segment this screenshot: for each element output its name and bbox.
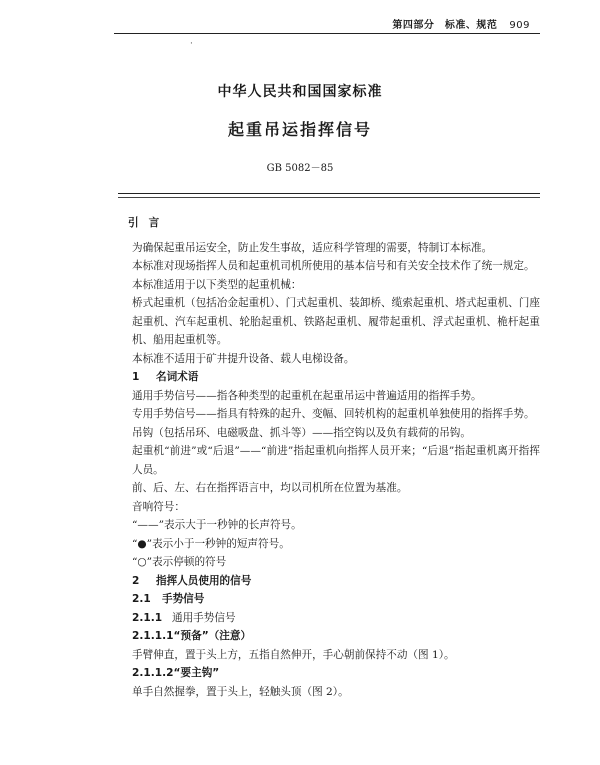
item-2-1-1-2-heading: 2.1.1.2“要主钩”: [132, 667, 220, 679]
term-paragraph: 音响符号：: [132, 500, 185, 513]
title-rule-thin: [118, 197, 540, 198]
subsection-title: 手势信号: [162, 593, 205, 605]
term-paragraph: 前、后、左、右在指挥语言中，均以司机所在位置为基准。: [132, 482, 408, 494]
term-paragraph: 专用手势信号——指具有特殊的起升、变幅、回转机构的起重机单独使用的指挥手势。: [132, 408, 535, 420]
running-title: 第四部分 标准、规范: [392, 20, 498, 31]
section-number: 2: [132, 574, 140, 587]
sound-symbol-line: “——”表示大于一秒钟的长声符号。: [132, 519, 302, 531]
subsection-2-1-1-heading: [118, 609, 540, 628]
title-rule-thick: [118, 193, 540, 194]
item-2-1-1-1-heading: 2.1.1.1“预备”（注意）: [132, 630, 252, 642]
standard-name: 中华人民共和国国家标准: [217, 84, 383, 100]
subsection-2-1-heading: [118, 590, 540, 609]
subsection-number: 2.1.1: [132, 611, 163, 624]
sound-symbol-line: “○”表示停顿的符号: [132, 556, 227, 568]
intro-paragraph: 本标准适用于以下类型的起重机械：: [132, 278, 302, 291]
sound-symbol-line: “●”表示小于一秒钟的短声符号。: [132, 537, 290, 550]
section-2-heading: [118, 572, 540, 591]
intro-paragraph: 桥式起重机（包括冶金起重机）、门式起重机、装卸桥、缆索起重机、塔式起重机、门座起重机、汽车起重机、轮胎起重机、铁路起重机、履带起重机、浮式起重机、桅杆起重机、船用起重机等。: [132, 297, 540, 346]
section-number: 1: [132, 371, 140, 383]
section-title: 指挥人员使用的信号: [156, 574, 252, 587]
running-header: [392, 16, 530, 31]
subsection-title: 通用手势信号: [172, 611, 236, 624]
body-content: [118, 214, 540, 701]
intro-paragraph: 本标准对现场指挥人员和起重机司机所使用的基本信号和有关安全技术作了统一规定。: [132, 260, 535, 272]
section-title: 名词术语: [156, 371, 199, 383]
term-paragraph: 吊钩（包括吊环、电磁吸盘、抓斗等）——指空钩以及负有载荷的吊钩。: [132, 426, 471, 439]
standard-code: GB 5082－85: [266, 163, 334, 174]
document-title: 起重吊运指挥信号: [227, 120, 372, 139]
intro-paragraph: 为确保起重吊运安全，防止发生事故，适应科学管理的需要，特制订本标准。: [132, 241, 493, 254]
section-1-heading: [118, 368, 540, 387]
intro-heading: 引言: [128, 217, 170, 229]
page-number: 909: [509, 20, 530, 31]
scan-speck: ·: [190, 39, 193, 49]
term-paragraph: 通用手势信号——指各种类型的起重机在起重吊运中普遍适用的指挥手势。: [132, 389, 482, 402]
subsection-number: 2.1: [132, 593, 151, 605]
term-paragraph: 起重机“前进”或“后退”——“前进”指起重机向指挥人员开来；“后退”指起重机离开指挥人员。: [132, 445, 540, 476]
header-rule: [114, 33, 540, 34]
item-2-1-1-1-text: 手臂伸直，置于头上方，五指自然伸开，手心朝前保持不动（图 1）。: [132, 648, 455, 661]
item-2-1-1-2-text: 单手自然握拳，置于头上，轻触头顶（图 2）。: [132, 685, 349, 698]
intro-paragraph: 本标准不适用于矿井提升设备、载人电梯设备。: [132, 352, 355, 365]
